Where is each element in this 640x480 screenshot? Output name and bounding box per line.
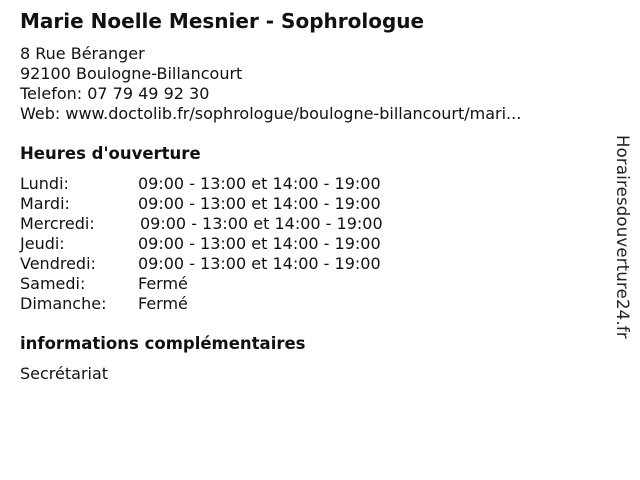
phone-number[interactable]: Telefon: 07 79 49 92 30 <box>20 84 210 103</box>
day-label: Vendredi: <box>20 254 96 273</box>
time-value: Fermé <box>138 294 188 313</box>
contact-block <box>20 44 521 124</box>
additional-info-heading: informations complémentaires <box>20 334 306 353</box>
time-value: Fermé <box>138 274 188 293</box>
street-address: 8 Rue Béranger <box>20 44 145 63</box>
city-address: 92100 Boulogne-Billancourt <box>20 64 243 83</box>
time-value: 09:00 - 13:00 et 14:00 - 19:00 <box>138 194 381 213</box>
site-watermark: Horairesdouverture24.fr <box>613 135 632 339</box>
day-label: Dimanche: <box>20 294 107 313</box>
day-label: Samedi: <box>20 274 86 293</box>
opening-hours-heading: Heures d'ouverture <box>20 144 201 163</box>
day-label: Mercredi: <box>20 214 95 233</box>
additional-info-text: Secrétariat <box>20 364 109 383</box>
day-label: Jeudi: <box>20 234 65 253</box>
day-label: Lundi: <box>20 174 69 193</box>
time-value: 09:00 - 13:00 et 14:00 - 19:00 <box>138 234 381 253</box>
page-title: Marie Noelle Mesnier - Sophrologue <box>20 9 425 33</box>
day-label: Mardi: <box>20 194 70 213</box>
time-value: 09:00 - 13:00 et 14:00 - 19:00 <box>138 174 381 193</box>
time-value: 09:00 - 13:00 et 14:00 - 19:00 <box>140 214 383 233</box>
time-value: 09:00 - 13:00 et 14:00 - 19:00 <box>138 254 381 273</box>
website-link[interactable]: Web: www.doctolib.fr/sophrologue/boulogne-billancourt/mari... <box>20 104 522 123</box>
